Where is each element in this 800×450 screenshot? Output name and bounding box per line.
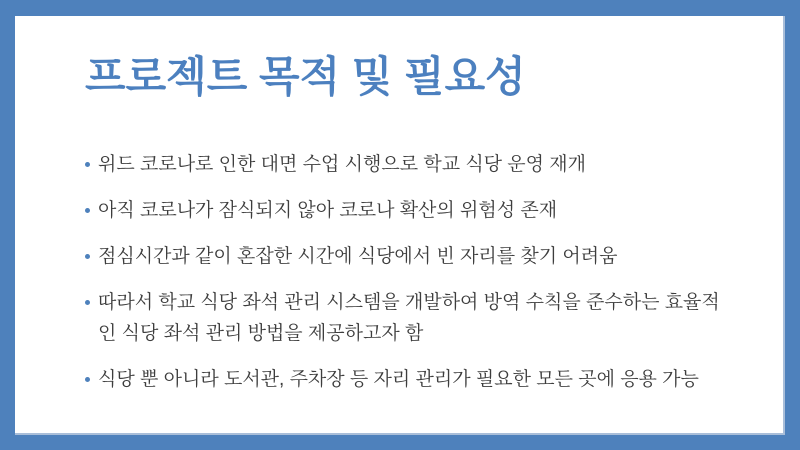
bullet-item [85,149,738,180]
bullet-text: 식당 뿐 아니라 도서관, 주차장 등 자리 관리가 필요한 모든 곳에 응용 가능 [98,369,699,390]
page-title: 프로젝트 목적 및 필요성 [85,53,526,100]
bullet-text: 위드 코로나로 인한 대면 수업 시행으로 학교 식당 운영 재개 [98,154,587,175]
bullet-text: 아직 코로나가 잠식되지 않아 코로나 확산의 위험성 존재 [98,200,558,221]
bullet-text: 따라서 학교 식당 좌석 관리 시스템을 개발하여 방역 수칙을 준수하는 효율적인 식당 좌석 관리 방법을 제공하고자 함 [98,292,720,344]
bullet-item [85,287,738,349]
bullet-item [85,241,738,272]
bullet-text: 점심시간과 같이 혼잡한 시간에 식당에서 빈 자리를 찾기 어려움 [98,246,618,267]
bullet-item [85,195,738,226]
bullet-dot-icon [85,254,90,259]
bullet-list [15,149,783,395]
bullet-item [85,364,738,395]
bullet-dot-icon [85,377,90,382]
bullet-dot-icon [85,300,90,305]
bullet-dot-icon [85,208,90,213]
slide-content-panel [15,16,785,435]
bullet-dot-icon [85,162,90,167]
